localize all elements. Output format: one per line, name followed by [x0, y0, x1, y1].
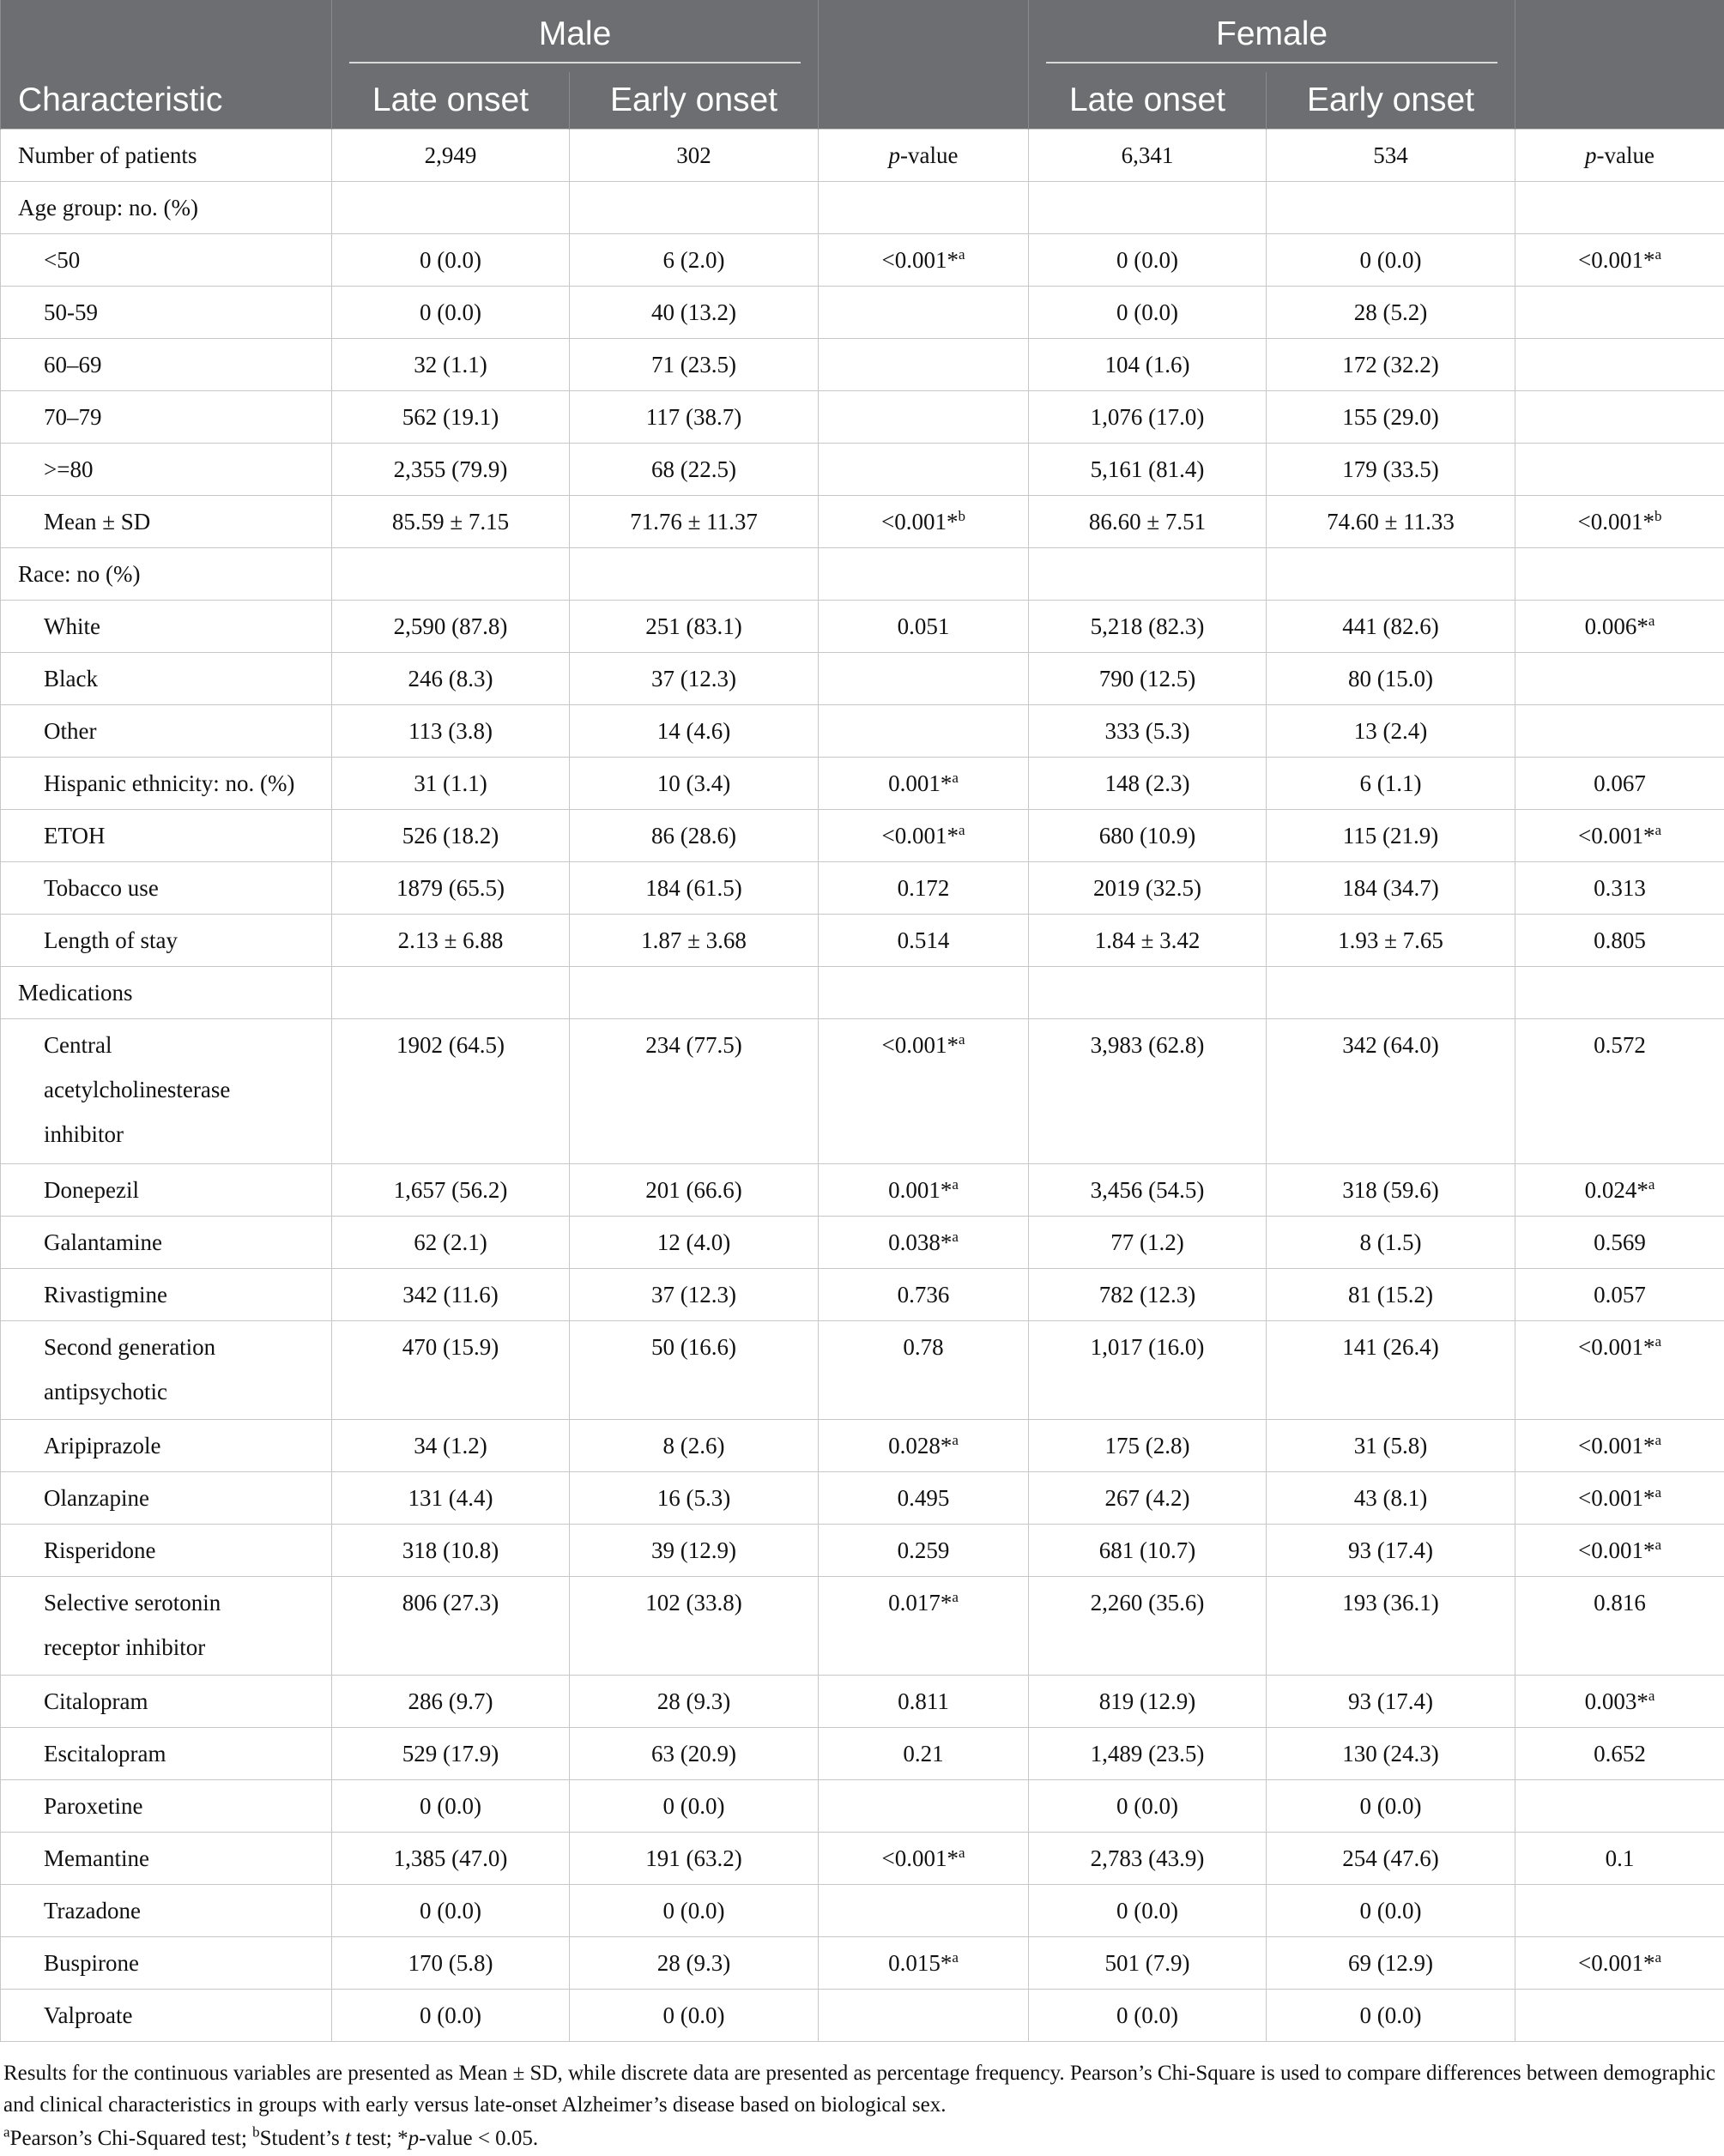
cell-female-p-value [1515, 287, 1724, 339]
header-female: Female [1029, 0, 1515, 72]
cell-female-late-onset: 77 (1.2) [1029, 1217, 1267, 1269]
cell-female-p-value [1515, 548, 1724, 601]
cell-male-late-onset: 131 (4.4) [332, 1472, 570, 1525]
cell-female-late-onset: 0 (0.0) [1029, 1780, 1267, 1833]
row-label: Trazadone [1, 1885, 332, 1937]
row-label: Memantine [1, 1833, 332, 1885]
row-label: Risperidone [1, 1525, 332, 1577]
cell-female-p-value: 0.652 [1515, 1728, 1724, 1780]
cell-female-early-onset: 93 (17.4) [1267, 1676, 1515, 1728]
table-footnotes [0, 2042, 1724, 2154]
row-label: Length of stay [1, 915, 332, 967]
cell-male-p-value: 0.495 [819, 1472, 1029, 1525]
cell-male-p-value: 0.78 [819, 1321, 1029, 1420]
cell-female-late-onset [1029, 548, 1267, 601]
cell-male-early-onset: 28 (9.3) [570, 1937, 819, 1990]
cell-male-early-onset: 0 (0.0) [570, 1990, 819, 2042]
header-characteristic: Characteristic [1, 72, 332, 130]
table-row [1, 548, 1724, 601]
cell-female-early-onset: 172 (32.2) [1267, 339, 1515, 391]
cell-male-p-value [819, 391, 1029, 444]
row-label: Galantamine [1, 1217, 332, 1269]
cell-female-late-onset: 782 (12.3) [1029, 1269, 1267, 1321]
cell-male-late-onset [332, 182, 570, 234]
cell-male-p-value: 0.21 [819, 1728, 1029, 1780]
cell-female-early-onset: 534 [1267, 130, 1515, 182]
cell-female-late-onset: 104 (1.6) [1029, 339, 1267, 391]
table-row [1, 1472, 1724, 1525]
cell-male-early-onset: 6 (2.0) [570, 234, 819, 287]
cell-female-late-onset: 2019 (32.5) [1029, 862, 1267, 915]
cell-female-p-value [1515, 339, 1724, 391]
cell-female-late-onset: 6,341 [1029, 130, 1267, 182]
table-row [1, 653, 1724, 705]
cell-male-early-onset: 16 (5.3) [570, 1472, 819, 1525]
cell-female-early-onset: 342 (64.0) [1267, 1019, 1515, 1164]
cell-female-p-value: 0.816 [1515, 1577, 1724, 1676]
table-row [1, 1728, 1724, 1780]
cell-female-early-onset: 0 (0.0) [1267, 1990, 1515, 2042]
row-label: <50 [1, 234, 332, 287]
cell-female-p-value [1515, 444, 1724, 496]
cell-female-late-onset [1029, 967, 1267, 1019]
cell-female-late-onset: 0 (0.0) [1029, 1990, 1267, 2042]
footnote-legend: $^a$Pearson’s Chi-Squared test; $^b$Student’s t test; *p-value < 0.05. [3, 2123, 539, 2150]
cell-male-late-onset: 562 (19.1) [332, 391, 570, 444]
cell-female-p-value [1515, 653, 1724, 705]
cell-female-late-onset: 3,983 (62.8) [1029, 1019, 1267, 1164]
cell-male-late-onset: 170 (5.8) [332, 1937, 570, 1990]
cell-female-late-onset [1029, 182, 1267, 234]
table-row [1, 339, 1724, 391]
cell-female-late-onset: 1,489 (23.5) [1029, 1728, 1267, 1780]
cell-female-late-onset: 1.84 ± 3.42 [1029, 915, 1267, 967]
cell-male-early-onset: 37 (12.3) [570, 1269, 819, 1321]
row-label: Buspirone [1, 1937, 332, 1990]
row-label: Number of patients [1, 130, 332, 182]
table-row [1, 915, 1724, 967]
cell-male-late-onset: 113 (3.8) [332, 705, 570, 758]
table-row [1, 391, 1724, 444]
cell-male-early-onset: 12 (4.0) [570, 1217, 819, 1269]
cell-male-late-onset: 286 (9.7) [332, 1676, 570, 1728]
cell-female-p-value [1515, 182, 1724, 234]
cell-female-early-onset: 43 (8.1) [1267, 1472, 1515, 1525]
table-row [1, 1577, 1724, 1676]
cell-male-p-value: 0.259 [819, 1525, 1029, 1577]
cell-male-p-value [819, 1885, 1029, 1937]
cell-male-early-onset: 37 (12.3) [570, 653, 819, 705]
table-row [1, 1420, 1724, 1472]
cell-female-p-value: p-value [1515, 130, 1724, 182]
table-row [1, 1885, 1724, 1937]
cell-female-late-onset: 1,076 (17.0) [1029, 391, 1267, 444]
cell-female-p-value: <0.001*$^a$ [1515, 1321, 1724, 1420]
cell-female-p-value: 0.1 [1515, 1833, 1724, 1885]
cell-male-late-onset: 85.59 ± 7.15 [332, 496, 570, 548]
table-row [1, 182, 1724, 234]
cell-female-early-onset: 28 (5.2) [1267, 287, 1515, 339]
cell-female-late-onset: 5,161 (81.4) [1029, 444, 1267, 496]
cell-female-early-onset: 155 (29.0) [1267, 391, 1515, 444]
cell-female-early-onset: 93 (17.4) [1267, 1525, 1515, 1577]
header-male-late-onset: Late onset [332, 72, 570, 130]
cell-female-early-onset: 193 (36.1) [1267, 1577, 1515, 1676]
row-label: 50-59 [1, 287, 332, 339]
cell-male-early-onset: 0 (0.0) [570, 1885, 819, 1937]
cell-male-late-onset: 1,385 (47.0) [332, 1833, 570, 1885]
cell-female-late-onset: 680 (10.9) [1029, 810, 1267, 862]
cell-male-p-value: <0.001*$^a$ [819, 1019, 1029, 1164]
header-blank [819, 72, 1029, 130]
table-row [1, 496, 1724, 548]
row-label [1, 1577, 332, 1676]
cell-male-early-onset: 201 (66.6) [570, 1164, 819, 1217]
cell-male-p-value: 0.015*$^a$ [819, 1937, 1029, 1990]
cell-male-p-value [819, 339, 1029, 391]
row-label: Rivastigmine [1, 1269, 332, 1321]
cell-female-late-onset: 333 (5.3) [1029, 705, 1267, 758]
cell-male-early-onset: 28 (9.3) [570, 1676, 819, 1728]
cell-female-late-onset: 3,456 (54.5) [1029, 1164, 1267, 1217]
header-male-early-onset: Early onset [570, 72, 819, 130]
cell-female-p-value [1515, 967, 1724, 1019]
cell-male-p-value: 0.028*$^a$ [819, 1420, 1029, 1472]
row-label: >=80 [1, 444, 332, 496]
table-row [1, 1525, 1724, 1577]
cell-female-early-onset: 141 (26.4) [1267, 1321, 1515, 1420]
row-label: Race: no (%) [1, 548, 332, 601]
row-label-line: inhibitor [44, 1121, 124, 1147]
header-male: Male [332, 0, 819, 72]
cell-male-late-onset: 0 (0.0) [332, 1780, 570, 1833]
cell-male-late-onset: 1,657 (56.2) [332, 1164, 570, 1217]
cell-female-p-value: 0.805 [1515, 915, 1724, 967]
row-label: Mean ± SD [1, 496, 332, 548]
cell-female-late-onset: 501 (7.9) [1029, 1937, 1267, 1990]
cell-male-late-onset: 2,590 (87.8) [332, 601, 570, 653]
cell-female-early-onset: 13 (2.4) [1267, 705, 1515, 758]
row-label: 70–79 [1, 391, 332, 444]
header-blank [1515, 72, 1724, 130]
cell-female-p-value [1515, 1780, 1724, 1833]
table-row [1, 1833, 1724, 1885]
cell-female-late-onset: 2,783 (43.9) [1029, 1833, 1267, 1885]
cell-female-late-onset: 681 (10.7) [1029, 1525, 1267, 1577]
row-label [1, 1321, 332, 1420]
row-label-line: Selective serotonin [44, 1590, 221, 1615]
cell-male-early-onset: 68 (22.5) [570, 444, 819, 496]
cell-female-early-onset [1267, 182, 1515, 234]
table-row [1, 1019, 1724, 1164]
cell-male-early-onset [570, 548, 819, 601]
cell-male-early-onset: 14 (4.6) [570, 705, 819, 758]
cell-male-early-onset: 50 (16.6) [570, 1321, 819, 1420]
cell-male-late-onset: 529 (17.9) [332, 1728, 570, 1780]
cell-male-p-value [819, 182, 1029, 234]
row-label: Black [1, 653, 332, 705]
cell-female-late-onset: 175 (2.8) [1029, 1420, 1267, 1472]
cell-female-early-onset: 6 (1.1) [1267, 758, 1515, 810]
cell-male-early-onset: 1.87 ± 3.68 [570, 915, 819, 967]
cell-male-early-onset: 71 (23.5) [570, 339, 819, 391]
cell-male-p-value: 0.736 [819, 1269, 1029, 1321]
cell-male-late-onset: 0 (0.0) [332, 1990, 570, 2042]
cell-male-early-onset: 102 (33.8) [570, 1577, 819, 1676]
cell-female-p-value [1515, 1885, 1724, 1937]
row-label: Medications [1, 967, 332, 1019]
row-label-line: Second generation [44, 1334, 216, 1360]
row-label-line: antipsychotic [44, 1379, 167, 1404]
header-female-late-onset: Late onset [1029, 72, 1267, 130]
cell-female-early-onset: 0 (0.0) [1267, 1780, 1515, 1833]
cell-male-p-value: 0.001*$^a$ [819, 1164, 1029, 1217]
header-blank [819, 0, 1029, 72]
table-row [1, 1780, 1724, 1833]
cell-female-p-value [1515, 391, 1724, 444]
cell-male-p-value [819, 967, 1029, 1019]
cell-male-early-onset: 191 (63.2) [570, 1833, 819, 1885]
footnote-description: Results for the continuous variables are presented as Mean ± SD, while discrete data are presented as percentage frequency. Pearson’s Chi-Square is used to compare differences between demographic and clinical characteristics in groups with early versus late-onset Alzheimer’s disease based on biological sex. [3, 2062, 1715, 2117]
cell-female-p-value: <0.001*$^a$ [1515, 1420, 1724, 1472]
cell-male-late-onset [332, 967, 570, 1019]
header-blank [1, 0, 332, 72]
row-label: Paroxetine [1, 1780, 332, 1833]
row-label: 60–69 [1, 339, 332, 391]
table-row [1, 234, 1724, 287]
table-header [1, 0, 1724, 130]
cell-male-early-onset: 40 (13.2) [570, 287, 819, 339]
cell-male-late-onset: 32 (1.1) [332, 339, 570, 391]
cell-female-early-onset [1267, 967, 1515, 1019]
cell-female-late-onset: 0 (0.0) [1029, 1885, 1267, 1937]
table-body [1, 130, 1724, 2042]
table-row [1, 862, 1724, 915]
cell-male-late-onset: 1879 (65.5) [332, 862, 570, 915]
cell-female-early-onset: 81 (15.2) [1267, 1269, 1515, 1321]
cell-male-late-onset: 342 (11.6) [332, 1269, 570, 1321]
cell-male-early-onset: 0 (0.0) [570, 1780, 819, 1833]
row-label: White [1, 601, 332, 653]
cell-female-late-onset: 0 (0.0) [1029, 287, 1267, 339]
cell-female-early-onset: 0 (0.0) [1267, 1885, 1515, 1937]
table-row [1, 601, 1724, 653]
cell-male-late-onset: 246 (8.3) [332, 653, 570, 705]
cell-male-p-value [819, 653, 1029, 705]
cell-male-late-onset: 31 (1.1) [332, 758, 570, 810]
cell-male-late-onset: 318 (10.8) [332, 1525, 570, 1577]
table-row [1, 1164, 1724, 1217]
row-label: Age group: no. (%) [1, 182, 332, 234]
cell-male-p-value [819, 705, 1029, 758]
table-row [1, 130, 1724, 182]
row-label: ETOH [1, 810, 332, 862]
cell-female-early-onset: 31 (5.8) [1267, 1420, 1515, 1472]
cell-female-p-value [1515, 1990, 1724, 2042]
cell-male-p-value [819, 548, 1029, 601]
cell-male-early-onset [570, 182, 819, 234]
header-blank [1515, 0, 1724, 72]
cell-female-p-value: <0.001*$^a$ [1515, 234, 1724, 287]
cell-male-late-onset: 62 (2.1) [332, 1217, 570, 1269]
cell-male-late-onset: 34 (1.2) [332, 1420, 570, 1472]
cell-female-p-value: 0.572 [1515, 1019, 1724, 1164]
table-row [1, 810, 1724, 862]
cell-male-early-onset: 184 (61.5) [570, 862, 819, 915]
cell-male-late-onset: 526 (18.2) [332, 810, 570, 862]
cell-male-p-value: 0.038*$^a$ [819, 1217, 1029, 1269]
cell-female-early-onset: 184 (34.7) [1267, 862, 1515, 915]
cell-female-late-onset: 1,017 (16.0) [1029, 1321, 1267, 1420]
cell-male-late-onset: 2,949 [332, 130, 570, 182]
cell-female-early-onset: 1.93 ± 7.65 [1267, 915, 1515, 967]
cell-female-early-onset: 74.60 ± 11.33 [1267, 496, 1515, 548]
row-label-line: receptor inhibitor [44, 1634, 206, 1660]
cell-male-p-value: 0.514 [819, 915, 1029, 967]
cell-female-p-value: 0.569 [1515, 1217, 1724, 1269]
cell-female-early-onset: 130 (24.3) [1267, 1728, 1515, 1780]
cell-female-late-onset: 790 (12.5) [1029, 653, 1267, 705]
cell-male-p-value: 0.051 [819, 601, 1029, 653]
cell-female-early-onset: 69 (12.9) [1267, 1937, 1515, 1990]
row-label: Citalopram [1, 1676, 332, 1728]
table-row [1, 287, 1724, 339]
cell-male-p-value [819, 1990, 1029, 2042]
cell-female-early-onset: 179 (33.5) [1267, 444, 1515, 496]
cell-male-late-onset: 0 (0.0) [332, 1885, 570, 1937]
cell-male-p-value [819, 444, 1029, 496]
cell-male-p-value: 0.017*$^a$ [819, 1577, 1029, 1676]
table-row [1, 967, 1724, 1019]
table-row [1, 1990, 1724, 2042]
cell-female-early-onset: 80 (15.0) [1267, 653, 1515, 705]
cell-male-late-onset: 0 (0.0) [332, 234, 570, 287]
cell-female-p-value: 0.057 [1515, 1269, 1724, 1321]
cell-male-early-onset: 8 (2.6) [570, 1420, 819, 1472]
cell-female-p-value: <0.001*$^a$ [1515, 1525, 1724, 1577]
table-row [1, 1321, 1724, 1420]
cell-male-p-value: 0.001*$^a$ [819, 758, 1029, 810]
cell-male-late-onset: 0 (0.0) [332, 287, 570, 339]
cell-female-late-onset: 86.60 ± 7.51 [1029, 496, 1267, 548]
cell-female-p-value: <0.001*$^a$ [1515, 1937, 1724, 1990]
row-label: Escitalopram [1, 1728, 332, 1780]
cell-female-early-onset: 8 (1.5) [1267, 1217, 1515, 1269]
cell-female-early-onset [1267, 548, 1515, 601]
table-row [1, 758, 1724, 810]
table-row [1, 705, 1724, 758]
cell-female-p-value: <0.001*$^a$ [1515, 1472, 1724, 1525]
row-label: Hispanic ethnicity: no. (%) [1, 758, 332, 810]
cell-male-p-value [819, 1780, 1029, 1833]
row-label-line: Central [44, 1032, 112, 1058]
cell-male-p-value: p-value [819, 130, 1029, 182]
table-row [1, 1269, 1724, 1321]
cell-male-early-onset: 39 (12.9) [570, 1525, 819, 1577]
cell-male-p-value [819, 287, 1029, 339]
cell-female-p-value: <0.001*$^b$ [1515, 496, 1724, 548]
cell-male-early-onset: 86 (28.6) [570, 810, 819, 862]
row-label: Valproate [1, 1990, 332, 2042]
cell-male-late-onset: 806 (27.3) [332, 1577, 570, 1676]
table-row [1, 1676, 1724, 1728]
row-label-line: acetylcholinesterase [44, 1077, 231, 1102]
cell-male-early-onset: 10 (3.4) [570, 758, 819, 810]
cell-female-early-onset: 254 (47.6) [1267, 1833, 1515, 1885]
cell-female-p-value: 0.067 [1515, 758, 1724, 810]
row-label: Olanzapine [1, 1472, 332, 1525]
cell-male-late-onset: 470 (15.9) [332, 1321, 570, 1420]
table-row [1, 444, 1724, 496]
table-row [1, 1937, 1724, 1990]
cell-female-late-onset: 148 (2.3) [1029, 758, 1267, 810]
cell-male-early-onset [570, 967, 819, 1019]
cell-male-p-value: 0.172 [819, 862, 1029, 915]
cell-male-late-onset [332, 548, 570, 601]
cell-male-p-value: 0.811 [819, 1676, 1029, 1728]
cell-female-p-value: 0.024*$^a$ [1515, 1164, 1724, 1217]
cell-male-early-onset: 117 (38.7) [570, 391, 819, 444]
cell-female-late-onset: 267 (4.2) [1029, 1472, 1267, 1525]
cell-male-early-onset: 234 (77.5) [570, 1019, 819, 1164]
cell-male-early-onset: 71.76 ± 11.37 [570, 496, 819, 548]
cell-female-p-value: <0.001*$^a$ [1515, 810, 1724, 862]
cell-female-late-onset: 819 (12.9) [1029, 1676, 1267, 1728]
cell-male-early-onset: 302 [570, 130, 819, 182]
cell-female-early-onset: 318 (59.6) [1267, 1164, 1515, 1217]
cell-female-late-onset: 5,218 (82.3) [1029, 601, 1267, 653]
row-label: Aripiprazole [1, 1420, 332, 1472]
cell-male-early-onset: 251 (83.1) [570, 601, 819, 653]
cell-female-p-value: 0.313 [1515, 862, 1724, 915]
cell-male-p-value: <0.001*$^a$ [819, 1833, 1029, 1885]
table-row [1, 1217, 1724, 1269]
cell-male-late-onset: 2,355 (79.9) [332, 444, 570, 496]
cell-male-p-value: <0.001*$^a$ [819, 810, 1029, 862]
cell-male-late-onset: 2.13 ± 6.88 [332, 915, 570, 967]
row-label: Other [1, 705, 332, 758]
cell-male-p-value: <0.001*$^b$ [819, 496, 1029, 548]
cell-female-late-onset: 0 (0.0) [1029, 234, 1267, 287]
row-label: Donepezil [1, 1164, 332, 1217]
cell-female-early-onset: 0 (0.0) [1267, 234, 1515, 287]
cell-female-p-value [1515, 705, 1724, 758]
cell-female-late-onset: 2,260 (35.6) [1029, 1577, 1267, 1676]
cell-male-early-onset: 63 (20.9) [570, 1728, 819, 1780]
cell-male-p-value: <0.001*$^a$ [819, 234, 1029, 287]
cell-female-early-onset: 441 (82.6) [1267, 601, 1515, 653]
cell-female-p-value: 0.006*$^a$ [1515, 601, 1724, 653]
cell-female-p-value: 0.003*$^a$ [1515, 1676, 1724, 1728]
header-female-early-onset: Early onset [1267, 72, 1515, 130]
row-label [1, 1019, 332, 1164]
row-label: Tobacco use [1, 862, 332, 915]
cell-male-late-onset: 1902 (64.5) [332, 1019, 570, 1164]
cell-female-early-onset: 115 (21.9) [1267, 810, 1515, 862]
